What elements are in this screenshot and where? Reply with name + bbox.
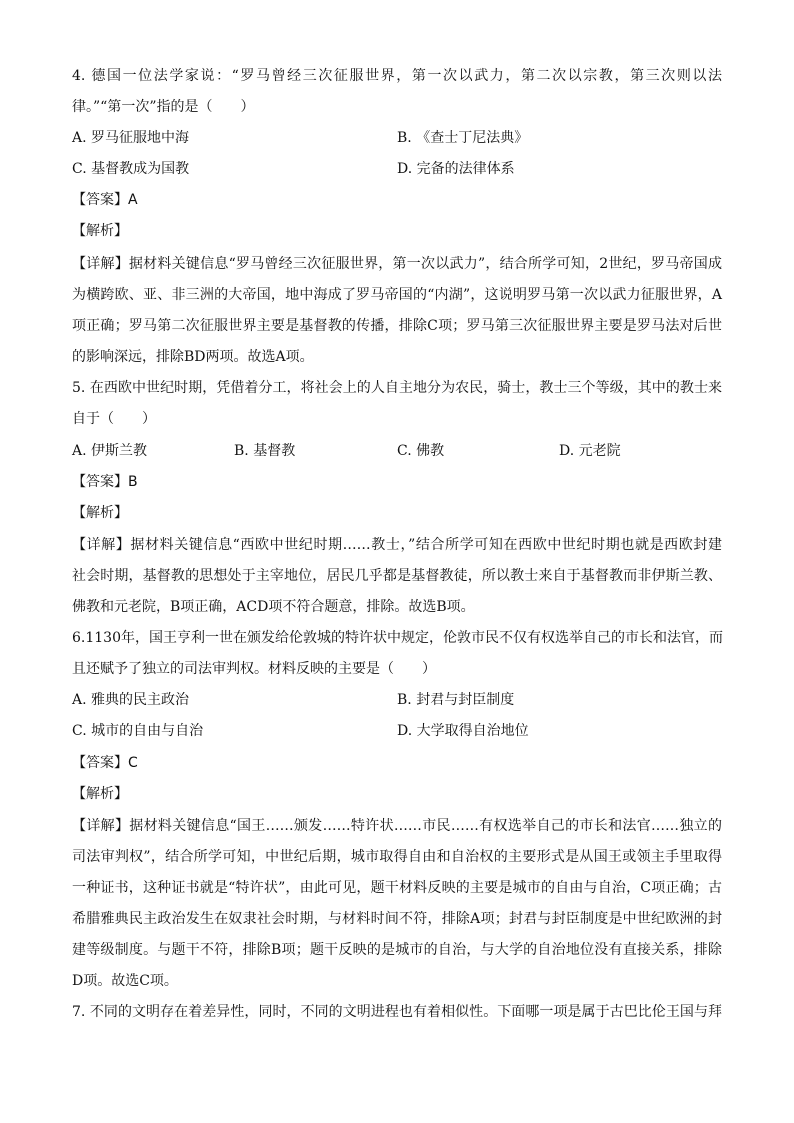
q6-detail-line-1: 【详解】据材料关键信息“国王……颁发……特许状……市民……有权选举自己的市长和法官……独立的	[72, 818, 722, 834]
q7-stem-line-1: 7. 不同的文明存在着差异性，同时，不同的文明进程也有着相似性。下面哪一项是属于古巴比伦王国与拜	[72, 1004, 722, 1020]
q6-answer: 【答案】C	[72, 755, 138, 771]
q4-analysis-label: 【解析】	[72, 223, 128, 239]
q4-answer: 【答案】A	[72, 192, 138, 208]
q4-detail-line-4: 的影响深远，排除BD两项。故选A项。	[72, 349, 314, 365]
q5-option-d: D. 元老院	[559, 443, 621, 459]
q4-option-b: B. 《查士丁尼法典》	[397, 130, 529, 146]
q6-option-c: C. 城市的自由与自治	[72, 723, 204, 739]
q4-detail-line-3: 项正确；罗马第二次征服世界主要是基督教的传播，排除C项；罗马第三次征服世界主要是罗马法对后世	[72, 318, 722, 334]
q6-option-b: B. 封君与封臣制度	[397, 692, 515, 708]
q5-answer: 【答案】B	[72, 474, 138, 490]
q5-stem-line-2: 自于（ ）	[72, 411, 156, 427]
q4-detail-line-1: 【详解】据材料关键信息“罗马曾经三次征服世界，第一次以武力”，结合所学可知，2世纪，罗马帝国成	[72, 256, 722, 272]
q6-option-a: A. 雅典的民主政治	[72, 692, 190, 708]
q4-option-d: D. 完备的法律体系	[397, 161, 515, 177]
q6-option-d: D. 大学取得自治地位	[397, 723, 529, 739]
q4-option-c: C. 基督教成为国教	[72, 161, 190, 177]
q5-analysis-label: 【解析】	[72, 505, 128, 521]
q5-detail-line-2: 社会时期，基督教的思想处于主宰地位，居民几乎都是基督教徒，所以教士来自于基督教而非伊斯兰教、	[72, 568, 722, 584]
q6-detail-line-2: 司法审判权”，结合所学可知，中世纪后期，城市取得自由和自治权的主要形式是从国王或领主手里取得	[72, 849, 722, 865]
q5-option-a: A. 伊斯兰教	[72, 443, 148, 459]
q5-detail-line-1: 【详解】据材料关键信息“西欧中世纪时期……教士，”结合所学可知在西欧中世纪时期也就是西欧封建	[72, 537, 722, 553]
q5-option-b: B. 基督教	[234, 443, 296, 459]
q4-detail-line-2: 为横跨欧、亚、非三洲的大帝国，地中海成了罗马帝国的“内湖”，这说明罗马第一次以武力征服世界，A	[72, 287, 722, 303]
q6-analysis-label: 【解析】	[72, 786, 128, 802]
q6-detail-line-6: D项。故选C项。	[72, 973, 178, 989]
q6-detail-line-5: 建等级制度。与题干不符，排除B项；题干反映的是城市的自治，与大学的自治地位没有直接关系，排除	[72, 942, 722, 958]
q4-stem-line-2: 律。”“第一次”指的是（ ）	[72, 99, 255, 115]
q6-detail-line-4: 希腊雅典民主政治发生在奴隶社会时期，与材料时间不符，排除A项；封君与封臣制度是中世纪欧洲的封	[72, 911, 722, 927]
q6-stem-line-1: 6.1130年，国王亨利一世在颁发给伦敦城的特许状中规定，伦敦市民不仅有权选举自己的市长和法官，而	[72, 630, 723, 646]
q6-detail-line-3: 一种证书，这种证书就是“特许状”，由此可见，题干材料反映的主要是城市的自由与自治，C项正确；古	[72, 880, 722, 896]
q4-stem-line-1: 4. 德国一位法学家说：“罗马曾经三次征服世界，第一次以武力，第二次以宗教，第三次则以法	[72, 68, 722, 84]
q5-option-c: C. 佛教	[397, 443, 445, 459]
q6-stem-line-2: 且还赋予了独立的司法审判权。材料反映的主要是（ ）	[72, 661, 436, 677]
q5-detail-line-3: 佛教和元老院，B项正确，ACD项不符合题意，排除。故选B项。	[72, 599, 475, 615]
q4-option-a: A. 罗马征服地中海	[72, 130, 190, 146]
q5-stem-line-1: 5. 在西欧中世纪时期，凭借着分工，将社会上的人自主地分为农民，骑士，教士三个等级，其中的教士来	[72, 380, 722, 396]
